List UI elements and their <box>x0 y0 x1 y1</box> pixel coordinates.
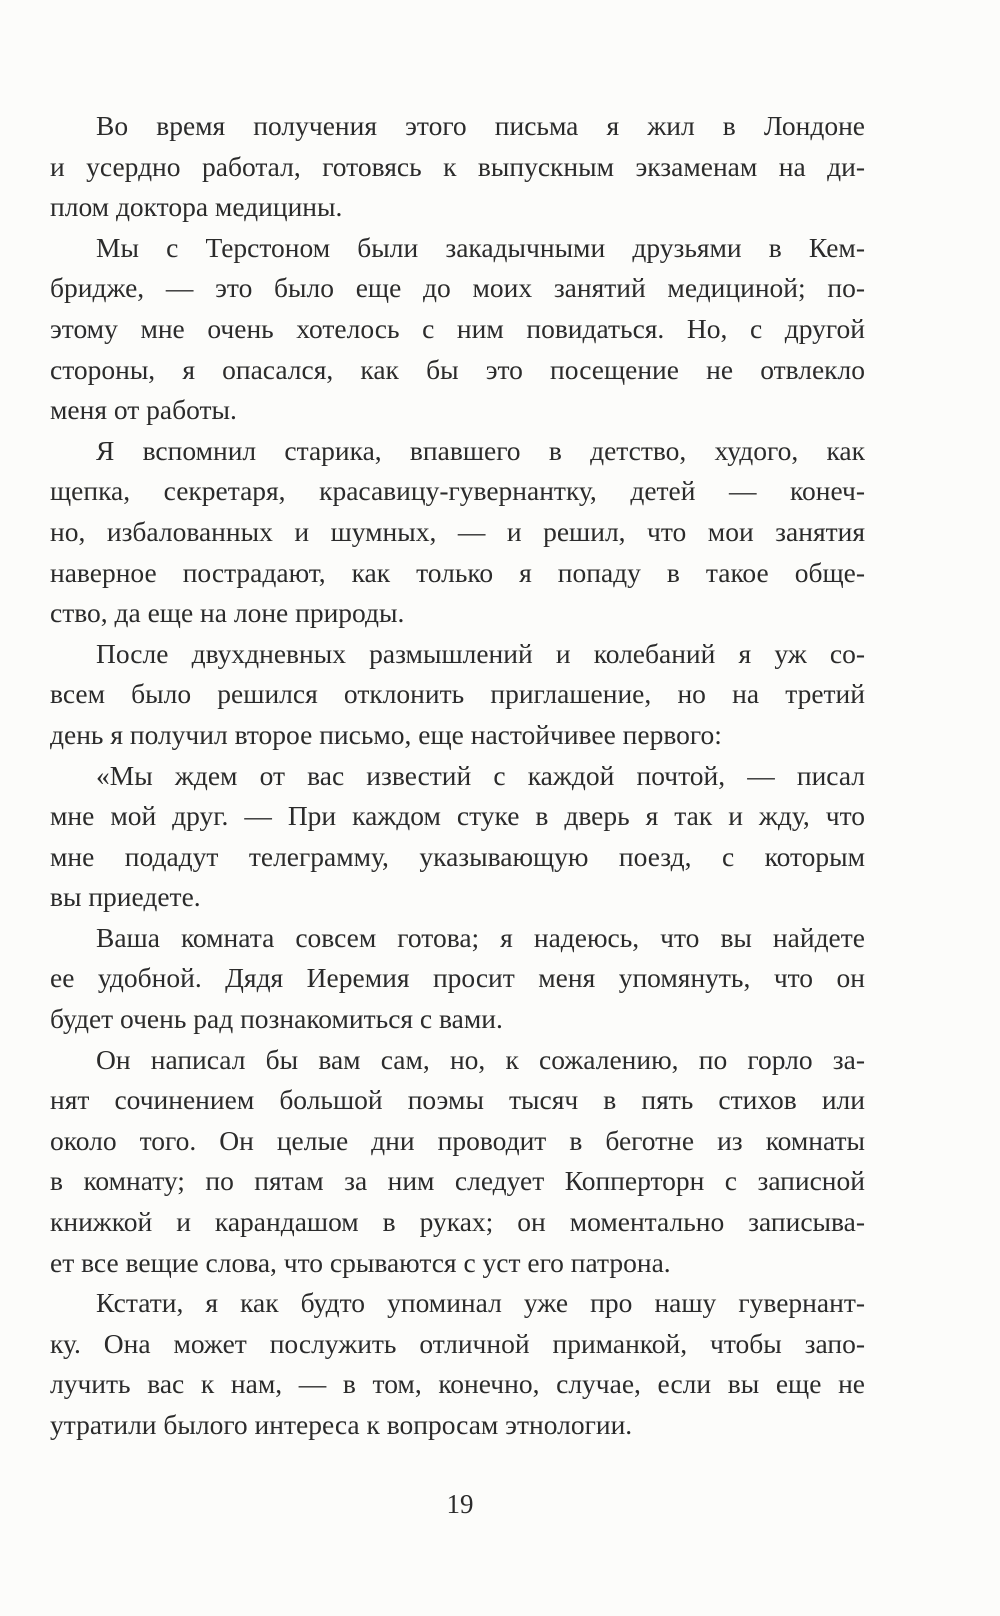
text-line: мне мой друг. — При каждом стуке в дверь я так и жду, что <box>50 800 865 832</box>
text-line: меня от работы. <box>50 394 237 426</box>
text-line: но, избалованных и шумных, — и решил, что мои занятия <box>50 515 865 547</box>
text-line: ет все вещие слова, что срываются с уст его патрона. <box>50 1246 671 1278</box>
paragraph-2 <box>50 228 865 431</box>
text-line: ство, да еще на лоне природы. <box>50 597 405 629</box>
text-line: плом доктора медицины. <box>50 191 343 223</box>
text-line: Во время получения этого письма я жил в Лондоне <box>96 110 865 141</box>
paragraph-8 <box>50 1283 865 1445</box>
text-line: мне подадут телеграмму, указывающую поезд, с которым <box>50 840 865 872</box>
paragraph-4 <box>50 634 865 756</box>
text-line: всем было решился отклонить приглашение, но на третий <box>50 678 865 710</box>
text-line: Я вспомнил старика, впавшего в детство, худого, как <box>96 434 865 466</box>
text-line: книжкой и карандашом в руках; он моментально записыва- <box>50 1206 865 1238</box>
text-line: ее удобной. Дядя Иеремия просит меня упомянуть, что он <box>50 962 865 994</box>
text-line: ку. Она может послужить отличной приманкой, чтобы запо- <box>50 1327 865 1359</box>
text-line: Мы с Терстоном были закадычными друзьями в Кем- <box>96 231 865 263</box>
text-line: в комнату; по пятам за ним следует Копперторн с записной <box>50 1165 865 1197</box>
page-number: 19 <box>446 1489 474 1519</box>
text-line: После двухдневных размышлений и колебаний я уж со- <box>96 637 865 669</box>
text-line: около того. Он целые дни проводит в беготне из комнаты <box>50 1124 865 1156</box>
text-line: наверное пострадают, как только я попаду в такое обще- <box>50 556 865 588</box>
paragraph-7 <box>50 1040 865 1284</box>
text-line: и усердно работал, готовясь к выпускным экзаменам на ди- <box>50 150 865 182</box>
paragraph-5 <box>50 756 865 918</box>
text-line: щепка, секретаря, красавицу-гувернантку, детей — конеч- <box>50 475 865 507</box>
text-line: Ваша комната совсем готова; я надеюсь, что вы найдете <box>96 921 865 953</box>
text-line: будет очень рад познакомиться с вами. <box>50 1003 503 1035</box>
text-line: Кстати, я как будто упоминал уже про нашу гувернант- <box>96 1287 865 1319</box>
text-line: нят сочинением большой поэмы тысяч в пять стихов или <box>50 1084 865 1116</box>
text-line: вы приедете. <box>50 881 201 913</box>
text-line: Он написал бы вам сам, но, к сожалению, по горло за- <box>96 1043 865 1075</box>
paragraph-6 <box>50 918 865 1040</box>
paragraph-3 <box>50 431 865 634</box>
text-line: день я получил второе письмо, еще настойчивее первого: <box>50 718 722 750</box>
paragraph-1 <box>50 106 865 228</box>
body-text <box>50 106 865 1446</box>
text-line: этому мне очень хотелось с ним повидаться. Но, с другой <box>50 312 865 344</box>
text-line: утратили былого интереса к вопросам этнологии. <box>50 1409 633 1440</box>
text-line: лучить вас к нам, — в том, конечно, случае, если вы еще не <box>50 1368 865 1400</box>
text-line: «Мы ждем от вас известий с каждой почтой, — писал <box>96 759 865 791</box>
text-line: бридже, — это было еще до моих занятий медициной; по- <box>50 272 865 304</box>
text-line: стороны, я опасался, как бы это посещение не отвлекло <box>50 353 865 385</box>
